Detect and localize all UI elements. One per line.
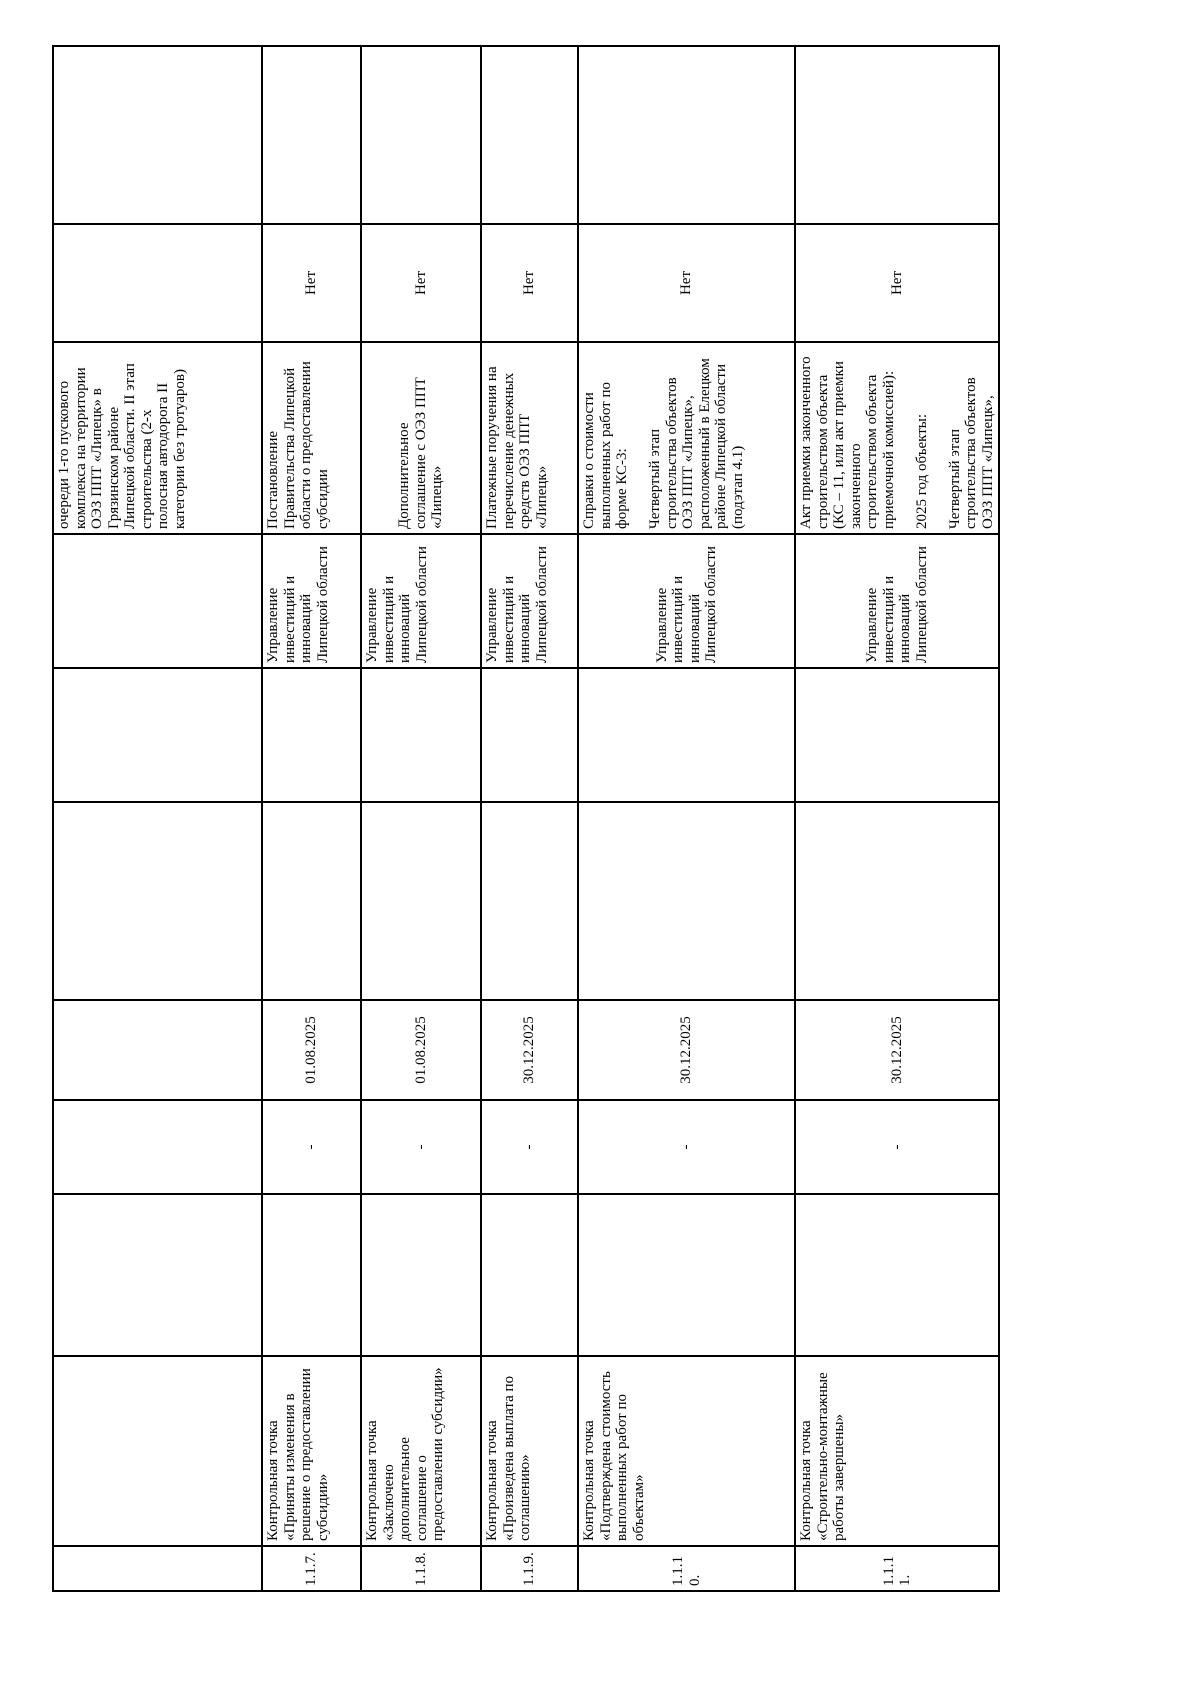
cell-col4: - (795, 1100, 999, 1194)
confirming-document: Дополнительное соглашение с ОЭЗ ППТ «Липецк» (361, 342, 481, 534)
deadline-date: 30.12.2025 (795, 1000, 999, 1100)
cell-col4 (53, 1100, 262, 1194)
control-point-name: Контрольная точка «Строительно-монтажные работы завершены» (795, 1356, 999, 1546)
confirming-document: Акт приемки законченного строительством объекта (КС – 11, или акт приемки законченного строительством объекта приемочной комиссией): 2025 год объекты: Четвертый этап строительства объектов ОЭЗ ППТ «Липецк», (795, 342, 999, 534)
control-point-name: Контрольная точка «Заключено дополнительное соглашение о предоставлении субсидии» (361, 1356, 481, 1546)
control-point-name (53, 1356, 262, 1546)
row-number: 1.1.7. (262, 1546, 361, 1591)
confirming-document: Постановление Правительства Липецкой области о предоставлении субсидии (262, 342, 361, 534)
cell-col11 (578, 46, 795, 224)
cell-col3 (481, 1194, 578, 1356)
flag-value: Нет (262, 224, 361, 342)
cell-col7 (361, 668, 481, 802)
table-row (262, 46, 361, 1591)
deadline-date: 01.08.2025 (361, 1000, 481, 1100)
cell-col6 (361, 802, 481, 1000)
cell-col6 (795, 802, 999, 1000)
responsible-executor: Управление инвестиций и инноваций Липецкой области (262, 534, 361, 668)
cell-col6 (53, 802, 262, 1000)
flag-value (53, 224, 262, 342)
cell-col4: - (481, 1100, 578, 1194)
cell-col11 (481, 46, 578, 224)
cell-col3 (262, 1194, 361, 1356)
responsible-executor: Управление инвестиций и инноваций Липецкой области (481, 534, 578, 668)
confirming-document: Платежные поручения на перечисление денежных средств ОЭЗ ППТ «Липецк» (481, 342, 578, 534)
responsible-executor: Управление инвестиций и инноваций Липецкой области (361, 534, 481, 668)
deadline-date (53, 1000, 262, 1100)
rotated-table-frame (52, 47, 996, 1592)
deadline-date: 01.08.2025 (262, 1000, 361, 1100)
deadline-date: 30.12.2025 (578, 1000, 795, 1100)
cell-col7 (262, 668, 361, 802)
cell-col3 (361, 1194, 481, 1356)
row-number: 1.1.10. (578, 1546, 795, 1591)
table-row (578, 46, 795, 1591)
control-point-name: Контрольная точка «Произведена выплата по соглашению» (481, 1356, 578, 1546)
responsible-executor: Управление инвестиций и инноваций Липецкой области (578, 534, 795, 668)
cell-col4: - (361, 1100, 481, 1194)
deadline-date: 30.12.2025 (481, 1000, 578, 1100)
confirming-document: Справки о стоимости выполненных работ по форме КС-3: Четвертый этап строительства объектов ОЭЗ ППТ «Липецк», расположенный в Елецком районе Липецкой области (подэтап 4.1) (578, 342, 795, 534)
row-number: 1.1.8. (361, 1546, 481, 1591)
control-point-name: Контрольная точка «Подтверждена стоимость выполненных работ по объектам» (578, 1356, 795, 1546)
cell-col11 (262, 46, 361, 224)
responsible-executor (53, 534, 262, 668)
flag-value: Нет (361, 224, 481, 342)
confirming-document: очереди 1-го пускового комплекса на территории ОЭЗ ППТ «Липецк» в Грязинском районе Липецкой области. II этап строительства (2-х полосная автодорога II категории без тротуаров) (53, 342, 262, 534)
control-point-name: Контрольная точка «Приняты изменения в решение о предоставлении субсидии» (262, 1356, 361, 1546)
flag-value: Нет (795, 224, 999, 342)
cell-col7 (53, 668, 262, 802)
cell-col11 (361, 46, 481, 224)
table-row (481, 46, 578, 1591)
row-number: 1.1.9. (481, 1546, 578, 1591)
cell-col4: - (578, 1100, 795, 1194)
row-number: 1.1.11. (795, 1546, 999, 1591)
cell-col7 (795, 668, 999, 802)
cell-col7 (481, 668, 578, 802)
cell-col6 (481, 802, 578, 1000)
control-points-table (52, 45, 1000, 1592)
cell-col11 (53, 46, 262, 224)
row-number (53, 1546, 262, 1591)
flag-value: Нет (578, 224, 795, 342)
responsible-executor: Управление инвестиций и инноваций Липецкой области (795, 534, 999, 668)
cell-col3 (53, 1194, 262, 1356)
cell-col6 (262, 802, 361, 1000)
cell-col11 (795, 46, 999, 224)
cell-col3 (795, 1194, 999, 1356)
flag-value: Нет (481, 224, 578, 342)
table-row (795, 46, 999, 1591)
table-row (53, 46, 262, 1591)
cell-col7 (578, 668, 795, 802)
cell-col6 (578, 802, 795, 1000)
cell-col4: - (262, 1100, 361, 1194)
table-row (361, 46, 481, 1591)
cell-col3 (578, 1194, 795, 1356)
